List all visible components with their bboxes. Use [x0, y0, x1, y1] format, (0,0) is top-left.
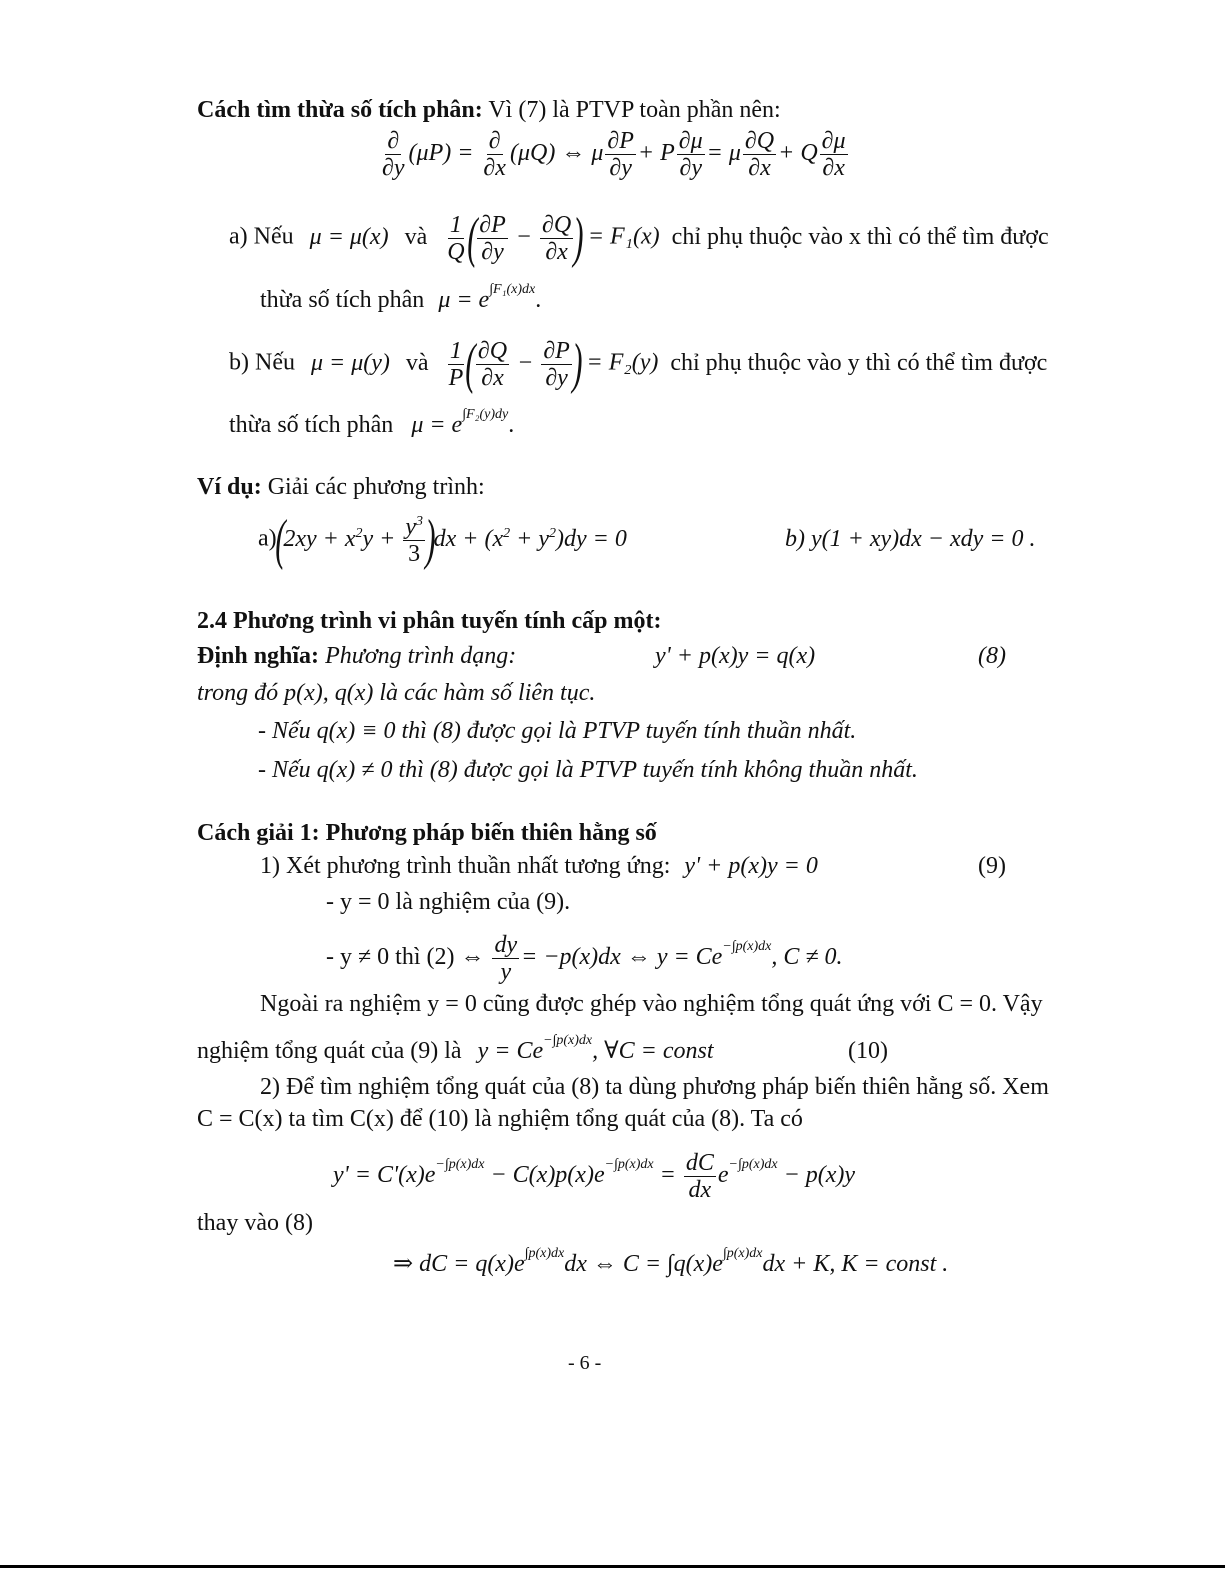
- general-a: nghiệm tổng quát của (9) là: [197, 1038, 462, 1064]
- step1-line: [260, 851, 818, 881]
- nonzero-a: - y ≠ 0 thì (2) ⇔: [326, 944, 485, 971]
- deriv-exp-1: −∫p(x)dx: [435, 1157, 485, 1173]
- case-b-factor-formula: μ = e: [411, 412, 463, 438]
- deriv-exp-2: −∫p(x)dx: [604, 1157, 654, 1173]
- case-b-factor: thừa số tích phân $\mu = e^{\int F_2(y)dy}$.: [229, 407, 515, 438]
- nonzero-c: , C ≠ 0.: [771, 944, 843, 971]
- case-b-label: b) Nếu: [229, 349, 295, 376]
- exactness-formula: $\frac{\partial}{\partial y}$ (μP) = $\frac{\partial}{\partial x}$ (μQ) ⇔ μ $\frac{\partial P}{\partial y}$ + P $\frac{\partial\mu}{\partial y}$ = μ $\frac{\partial Q}{\partial x}$ + Q $\frac{\partial\mu}{\partial x}$: [382, 128, 846, 181]
- deriv-a: y' = C'(x)e: [333, 1162, 436, 1189]
- nonhomogeneous-line: - Nếu q(x) ≠ 0 thì (8) được gọi là PTVP tuyến tính không thuần nhất.: [258, 757, 918, 783]
- homogeneous-line: - Nếu q(x) ≡ 0 thì (8) được gọi là PTVP tuyến tính thuần nhất.: [258, 718, 857, 744]
- case-b-line: [229, 333, 1048, 395]
- case-a-mu: μ = μ(x): [309, 223, 389, 250]
- integrating-factor-heading: [197, 95, 781, 125]
- result-c: dx + K, K = const .: [762, 1251, 949, 1277]
- step1-eq: y' + p(x)y = 0: [684, 853, 818, 879]
- case-b-rest: chỉ phụ thuộc vào y thì có thể tìm được: [670, 349, 1048, 376]
- result-exp-2: ∫p(x)dx: [722, 1246, 763, 1261]
- example-heading: [197, 472, 485, 502]
- result-exp-1: ∫p(x)dx: [524, 1246, 565, 1261]
- result-a: ⇒ dC = q(x)e: [393, 1251, 525, 1277]
- case-a-label: a) Nếu: [229, 223, 294, 250]
- heading-text: Vì (7) là PTVP toàn phần nên:: [482, 97, 781, 123]
- case-b-condition: = F₂(y): [586, 349, 659, 376]
- example-a-label: a): [258, 525, 277, 552]
- case-a-va: và: [404, 223, 428, 250]
- case-a-factor: thừa số tích phân $\mu = e^{\int F_1(x)dx}$.: [260, 282, 542, 313]
- example-bold: Ví dụ:: [197, 474, 262, 500]
- case-a-fraction: $\frac{1}{Q}$ ( $\frac{\partial P}{\partial y}$ − $\frac{\partial Q}{\partial x}$ ): [447, 207, 584, 269]
- case-a-condition: = F₁(x): [587, 223, 660, 250]
- linear-equation: y' + p(x)y = q(x): [655, 643, 816, 669]
- general-solution-line: [197, 1033, 714, 1066]
- general-b: y = Ce: [477, 1038, 544, 1064]
- case-b-factor-exp: ∫F₂(y)dy: [462, 407, 509, 422]
- zero-solution: - y = 0 là nghiệm của (9).: [326, 889, 571, 915]
- footer-rule: [0, 1565, 1225, 1568]
- general-exp: −∫p(x)dx: [543, 1033, 593, 1048]
- example-text: Giải các phương trình:: [261, 474, 485, 500]
- case-b-mu: μ = μ(y): [310, 349, 390, 376]
- case-b-fraction: $\frac{1}{P}$ ( $\frac{\partial Q}{\partial x}$ − $\frac{\partial P}{\partial y}$ ): [448, 333, 583, 395]
- besides-line: Ngoài ra nghiệm y = 0 cũng được ghép vào nghiệm tổng quát ứng với C = 0. Vậy: [260, 991, 1043, 1017]
- result-b: dx ⇔ C = ∫q(x)e: [564, 1251, 723, 1277]
- step2-line-a: 2) Để tìm nghiệm tổng quát của (8) ta dùng phương pháp biến thiên hằng số. Xem: [260, 1074, 1049, 1100]
- heading-bold: Cách tìm thừa số tích phân:: [197, 97, 483, 123]
- substitute-line: thay vào (8): [197, 1210, 313, 1236]
- definition-bold: Định nghĩa:: [197, 643, 320, 669]
- result-formula: [393, 1246, 949, 1279]
- case-b-va: và: [405, 349, 429, 376]
- case-a-line: [229, 207, 1049, 269]
- page-number: - 6 -: [568, 1352, 602, 1374]
- method1-title: Cách giải 1: Phương pháp biến thiên hằng số: [197, 820, 657, 846]
- eq-number-8: (8): [978, 643, 1006, 669]
- section-24-title: 2.4 Phương trình vi phân tuyến tính cấp một:: [197, 608, 662, 634]
- nonzero-exp: −∫p(x)dx: [722, 939, 772, 955]
- derivative-formula: $y' = C'(x)e^{-\int p(x)dx} - C(x)p(x)e^{-\int p(x)dx}$ = $\frac{dC}{dx}$ $e^{-\int p(x)dx} - p(x)y$: [333, 1150, 856, 1203]
- eq-number-10: (10): [848, 1038, 888, 1064]
- eq-number-9: (9): [978, 853, 1006, 879]
- definition-line: [197, 641, 516, 671]
- case-a-factor-exp: ∫F₁(x)dx: [489, 282, 536, 297]
- case-a-rest: chỉ phụ thuộc vào x thì có thể tìm được: [671, 223, 1049, 250]
- step1-text: 1) Xét phương trình thuần nhất tương ứng:: [260, 853, 671, 879]
- deriv-exp-3: −∫p(x)dx: [728, 1157, 778, 1173]
- deriv-d: − p(x)y: [777, 1162, 856, 1189]
- step2-line-b: C = C(x) ta tìm C(x) để (10) là nghiệm tổng quát của (8). Ta có: [197, 1106, 803, 1132]
- nonzero-solution: - y ≠ 0 thì (2) ⇔ $\frac{dy}{y}$ = −p(x)dx ⇔ $y = Ce^{-\int p(x)dx}$, C ≠ 0.: [326, 932, 843, 985]
- example-a: $a)(2xy + x^2y$ + $\frac{y^3}{3}$ )$dx + (x^2 + y^2)dy = 0$: [258, 509, 627, 571]
- case-a-factor-formula: μ = e: [438, 287, 490, 313]
- case-a-factor-text: thừa số tích phân: [260, 287, 425, 313]
- deriv-c: e: [717, 1162, 729, 1189]
- case-b-factor-text: thừa số tích phân: [229, 412, 394, 438]
- nonzero-b: = −p(x)dx ⇔ y = Ce: [521, 944, 723, 971]
- definition-text: Phương trình dạng:: [319, 643, 517, 669]
- where-line: trong đó p(x), q(x) là các hàm số liên tục.: [197, 680, 596, 706]
- general-c: , ∀C = const: [592, 1038, 714, 1064]
- deriv-b: − C(x)p(x)e: [484, 1162, 605, 1189]
- example-b: b) y(1 + xy)dx − xdy = 0 .: [785, 526, 1036, 552]
